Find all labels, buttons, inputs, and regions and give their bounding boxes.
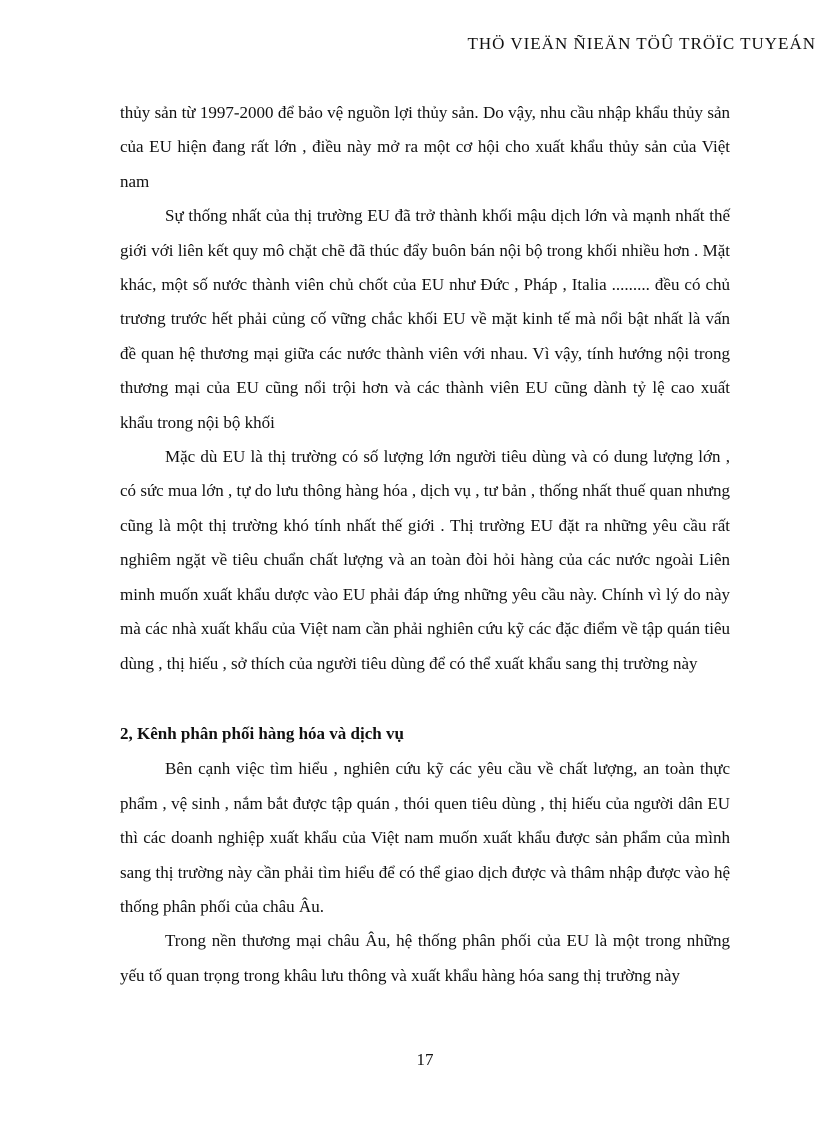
paragraph-distribution-intro: Bên cạnh việc tìm hiểu , nghiên cứu kỹ các yêu cầu về chất lượng, an toàn thực phẩm , vệ sinh , nắm bắt được tập quán , thói quen tiêu dùng , thị hiếu của người dân EU thì các doanh nghiệp xuất khẩu của Việt nam muốn xuất khẩu được sản phẩm của mình sang thị trường này cần phải tìm hiểu để có thể giao dịch được và thâm nhập được vào hệ thống phân phối của châu Âu. (120, 759, 730, 916)
running-header: THÖ VIEÄN ÑIEÄN TÖÛ TRÖÏC TUYEÁN (467, 34, 816, 53)
paragraph-eu-unification: Sự thống nhất của thị trường EU đã trở thành khối mậu dịch lớn và mạnh nhất thế giới với liên kết quy mô chặt chẽ đã thúc đẩy buôn bán nội bộ trong khối nhiều hơn . Mặt khác, một số nước thành viên chủ chốt của EU như Đức , Pháp , Italia ......... đều có chủ trương trước hết phải củng cố vững chắc khối EU về mặt kinh tế mà nổi bật nhất là vấn đề quan hệ thương mại giữa các nước thành viên với nhau. Vì vậy, tính hướng nội trong thương mại của EU cũng nổi trội hơn và các thành viên EU cũng dành tỷ lệ cao xuất khẩu trong nội bộ khối (120, 206, 730, 432)
paragraph-eu-requirements: Mặc dù EU là thị trường có số lượng lớn người tiêu dùng và có dung lượng lớn , có sức mua lớn , tự do lưu thông hàng hóa , dịch vụ , tư bản , thống nhất thuế quan nhưng cũng là một thị trường khó tính nhất thế giới . Thị trường EU đặt ra những yêu cầu rất nghiêm ngặt về tiêu chuẩn chất lượng và an toàn đòi hỏi hàng của các nước ngoài Liên minh muốn xuất khẩu dược vào EU phải đáp ứng những yêu cầu này. Chính vì lý do này mà các nhà xuất khẩu của Việt nam cần phải nghiên cứu kỹ các đặc điểm về tập quán tiêu dùng , thị hiếu , sở thích của người tiêu dùng để có thể xuất khẩu sang thị trường này (120, 447, 730, 673)
page-number: 17 (416, 1050, 434, 1069)
body-text (120, 96, 730, 993)
paragraph-distribution-system: Trong nền thương mại châu Âu, hệ thống phân phối của EU là một trong những yếu tố quan trọng trong khâu lưu thông và xuất khẩu hàng hóa sang thị trường này (120, 931, 730, 985)
section-heading: 2, Kênh phân phối hàng hóa và dịch vụ (120, 723, 404, 743)
paragraph-continuation: thủy sản từ 1997-2000 để bảo vệ nguồn lợi thủy sản. Do vậy, nhu cầu nhập khẩu thủy sản của EU hiện đang rất lớn , điều này mở ra một cơ hội cho xuất khẩu thủy sản của Việt nam (120, 103, 730, 191)
